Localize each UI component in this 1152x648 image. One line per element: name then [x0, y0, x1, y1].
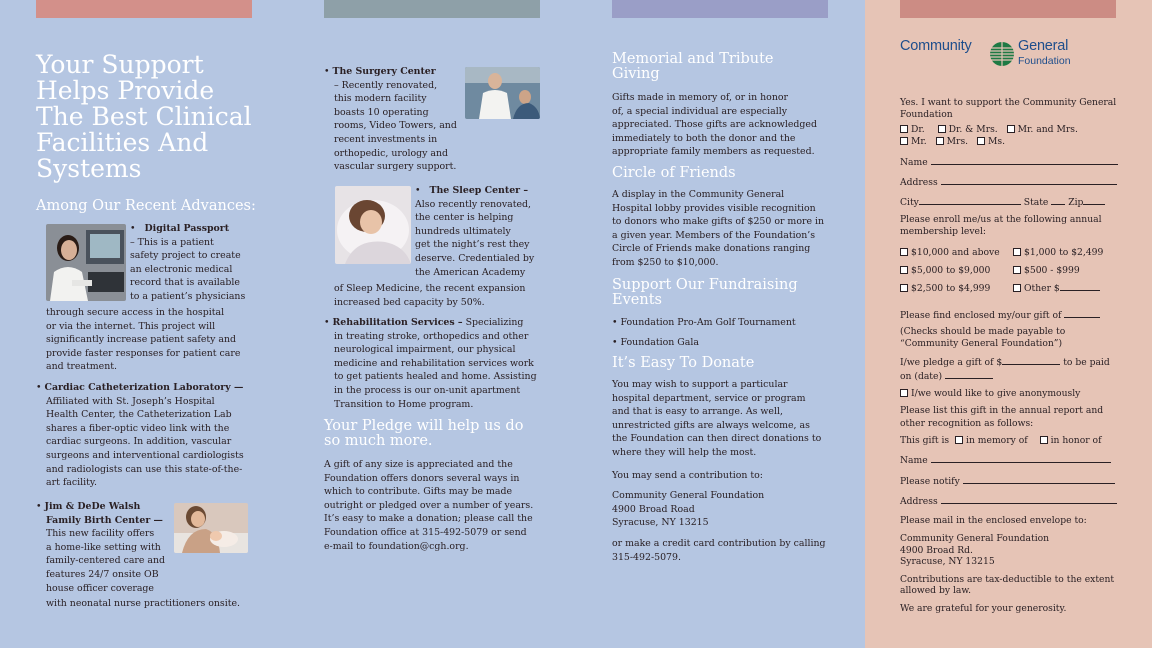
enroll-text: Please enroll me/us at the following annual membership level:	[900, 213, 1102, 238]
notify-row: Please notify	[900, 474, 1125, 488]
rehab-services-text: • Rehabilitation Services – Specializing in treating stroke, orthopedics and other neurological impairment, our physical medicine and rehabilitation services work to get patients healed and home. Assisting in the process is our on-unit apartment Transition to Home program.	[324, 317, 537, 410]
pledge-amount-field[interactable]	[1002, 355, 1060, 365]
state-field[interactable]	[1051, 195, 1065, 205]
honoree-name-field[interactable]	[931, 453, 1111, 463]
notify-address-row: Address	[900, 494, 1125, 508]
send-contribution-text: You may send a contribution to:	[612, 470, 763, 481]
surgery-center-text: • The Surgery Center – Recently renovated, this modern facility boasts 10 operating rooms, Video Towers, and recent investments in orthopedic, urology and vascular surgery support.	[324, 66, 457, 173]
list-item: • Foundation Pro-Am Golf Tournament	[612, 317, 796, 328]
checkbox-level-1000[interactable]	[1013, 248, 1021, 256]
color-band-1	[36, 0, 252, 18]
sleep-center-photo	[335, 186, 411, 264]
digital-passport-title: Digital Passport	[144, 223, 230, 234]
checkbox-level-5000[interactable]	[900, 266, 908, 274]
surgery-center-photo	[465, 67, 540, 119]
birth-center-text: • Jim & DeDe Walsh Family Birth Center — This new facility offers a home-like setting with family-centered care and features 24/7 onsite OB house officer coverage	[36, 501, 166, 594]
cardiac-cath-title: Cardiac Catheterization Laboratory —	[44, 382, 244, 393]
pledge-row: I/we pledge a gift of $ to be paid	[900, 356, 1110, 368]
checkbox-anonymous[interactable]	[900, 389, 908, 397]
honoree-name-row: Name	[900, 453, 1125, 467]
pledge-date-field[interactable]	[945, 369, 993, 379]
mail-address: Community General Foundation 4900 Broad Rd. Syracuse, NY 13215	[900, 532, 1050, 568]
checkbox-level-other[interactable]	[1013, 284, 1021, 292]
enclosed-gift-field[interactable]	[1064, 308, 1100, 318]
birth-center-photo	[174, 503, 248, 553]
address-field[interactable]	[941, 175, 1117, 185]
birth-center-text-cont: with neonatal nurse practitioners onsite.	[46, 598, 241, 609]
color-band-2	[324, 0, 540, 18]
foundation-logo: Community General Foundation	[900, 38, 1071, 67]
cardiac-cath-text: • Cardiac Catheterization Laboratory — Affiliated with St. Joseph’s Hospital Health Center, the Catheterization Lab shares a fiber-optic video link with the cardiac surgeons. In addition, vascular surgeons and interventional cardiologists and radiologists can use this state-of-the- art facility.	[36, 382, 244, 489]
rehab-services-title: Rehabilitation Services –	[332, 317, 463, 328]
salutation-row-1: Dr. Dr. & Mrs. Mr. and Mrs.	[900, 124, 1125, 136]
membership-levels: $10,000 and above $5,000 to $9,000 $2,500 to $4,999 $1,000 to $2,499 $500 - $999 Other $	[900, 244, 1125, 304]
notify-address-field[interactable]	[941, 494, 1117, 504]
checkbox-level-10000[interactable]	[900, 248, 908, 256]
checkbox-ms[interactable]	[977, 137, 985, 145]
pledge-text: A gift of any size is appreciated and the Foundation offers donors several ways in which to contribute. Gifts may be made outright or pledged over a number of years. It’s easy to make a donation; please call the Foundation office at 315-492-5079 or send e-mail to foundation@cgh.org.	[324, 459, 534, 552]
circle-text: A display in the Community General Hospital lobby provides visible recognition to donors who make gifts of $250 or more in a given year. Members of the Foundation’s Circle of Friends make donations ranging from $250 to $10,000.	[612, 189, 825, 268]
pledge-date-row: on (date)	[900, 369, 1125, 383]
checkbox-in-honor[interactable]	[1040, 436, 1048, 444]
checks-note: (Checks should be made payable to “Community General Foundation”)	[900, 326, 1066, 350]
mail-instruction: Please mail in the enclosed envelope to:	[900, 514, 1087, 526]
grateful-text: We are grateful for your generosity.	[900, 602, 1067, 614]
sleep-center-text-cont: of Sleep Medicine, the recent expansion increased bed capacity by 50%.	[334, 283, 526, 308]
tree-icon	[988, 40, 1016, 68]
gift-type-row: This gift is in memory of in honor of	[900, 434, 1102, 446]
form-intro: Yes. I want to support the Community General Foundation	[900, 97, 1117, 121]
sleep-center-title: The Sleep Center –	[429, 185, 529, 196]
donation-form	[900, 97, 1125, 615]
easy-donate-text: You may wish to support a particular hospital department, service or program and that is easy to arrange. As well, unrestricted gifts are always welcome, as the Foundation can then direct donations to where they will help the most.	[612, 379, 822, 458]
tax-note: Contributions are tax-deductible to the extent allowed by law.	[900, 573, 1115, 597]
pledge-heading: Your Pledge will help us do so much more.	[324, 418, 524, 449]
circle-heading: Circle of Friends	[612, 165, 736, 181]
name-field[interactable]	[931, 155, 1118, 165]
checkbox-mr[interactable]	[900, 137, 908, 145]
checkbox-dr[interactable]	[900, 125, 908, 133]
checkbox-level-2500[interactable]	[900, 284, 908, 292]
notify-field[interactable]	[963, 474, 1115, 484]
salutation-row-2: Mr. Mrs. Ms.	[900, 136, 1125, 148]
list-gift-text: Please list this gift in the annual report and other recognition as follows:	[900, 405, 1104, 429]
birth-center-title: Jim & DeDe Walsh	[44, 501, 141, 512]
digital-passport-text: • Digital Passport – This is a patient safety project to create an electronic medical record that is available to a patient’s physicians	[130, 223, 246, 302]
other-amount-field[interactable]	[1060, 281, 1100, 291]
name-field-row: Name	[900, 155, 1125, 169]
color-band-4	[900, 0, 1116, 18]
list-item: • Foundation Gala	[612, 336, 699, 348]
easy-donate-heading: It’s Easy To Donate	[612, 355, 755, 371]
anonymous-row: I/we would like to give anonymously	[900, 388, 1125, 400]
sleep-center-text: • The Sleep Center – Also recently renovated, the center is helping hundreds ultimately get the night’s rest they deserve. Credentialed by the American Academy	[415, 185, 535, 278]
digital-passport-photo	[46, 224, 126, 301]
zip-field[interactable]	[1083, 195, 1105, 205]
city-field[interactable]	[919, 195, 1021, 205]
checkbox-in-memory[interactable]	[955, 436, 963, 444]
memorial-heading: Memorial and Tribute Giving	[612, 51, 774, 82]
main-title: Your Support Helps Provide The Best Clinical Facilities And Systems	[36, 50, 252, 183]
digital-passport-text-cont: through secure access in the hospital or via the internet. This project will significantly increase patient safety and provide faster responses for patient care and treatment.	[46, 307, 241, 373]
enclosed-gift-row: Please find enclosed my/our gift of	[900, 308, 1125, 322]
events-list	[612, 316, 842, 349]
checkbox-dr-mrs[interactable]	[938, 125, 946, 133]
memorial-text: Gifts made in memory of, or in honor of, a special individual are especially appreciated. Those gifts are acknowledged immediately to both the donor and the appropriate family members as requested.	[612, 92, 817, 158]
checkbox-level-500[interactable]	[1013, 266, 1021, 274]
checkbox-mr-and-mrs[interactable]	[1007, 125, 1015, 133]
checkbox-mrs[interactable]	[936, 137, 944, 145]
advances-heading: Among Our Recent Advances:	[36, 198, 256, 214]
color-band-3	[612, 0, 828, 18]
credit-card-text: or make a credit card contribution by calling 315-492-5079.	[612, 538, 826, 563]
events-heading: Support Our Fundraising Events	[612, 277, 798, 308]
city-state-zip-row: City State Zip	[900, 195, 1125, 209]
address-field-row: Address	[900, 175, 1125, 189]
foundation-address: Community General Foundation 4900 Broad Road Syracuse, NY 13215	[612, 490, 765, 529]
surgery-center-title: The Surgery Center	[332, 66, 436, 77]
